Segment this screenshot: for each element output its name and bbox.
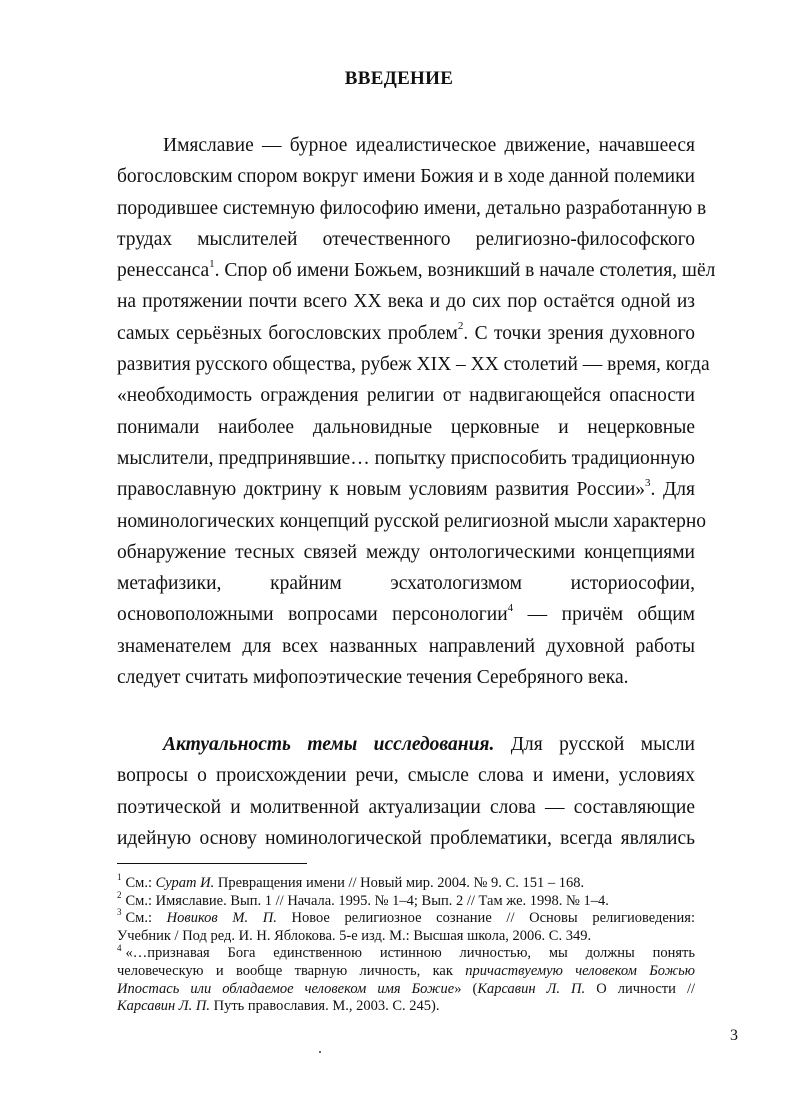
- text-line: идейную основу номинологической проблематики, всегда являлись: [117, 827, 695, 849]
- text-fragment: О личности //: [585, 980, 695, 997]
- text-fragment: См.:: [125, 910, 167, 927]
- text-line: номинологических концепций русской религиозной мысли характерно: [117, 510, 707, 532]
- page-title: ВВЕДЕНИЕ: [344, 68, 454, 89]
- text-fragment: См.:: [125, 875, 156, 891]
- text-fragment: ренессанса: [117, 260, 210, 282]
- footnote-number: 3: [117, 907, 122, 918]
- footnote-divider: [117, 863, 307, 864]
- text-line: вопросы о происхождении речи, смысле слова и имени, условиях: [117, 765, 695, 787]
- text-line: породившее системную философию имени, детально разработанную в: [117, 197, 707, 219]
- text-fragment: Для русской мысли: [494, 734, 695, 755]
- footnote-ref-3: 3: [645, 476, 651, 489]
- text-line: следует считать мифопоэтические течения Серебряного века.: [117, 667, 629, 689]
- text-line: мыслители, предпринявшие… попытку приспособить традиционную: [117, 447, 695, 469]
- footnote-3-cont: Учебник / Под ред. И. Н. Яблокова. 5-е изд. М.: Высшая школа, 2006. С. 349.: [117, 927, 592, 944]
- text-line: богословским спором вокруг имени Божия и в ходе данной полемики: [117, 166, 695, 188]
- footnote-2: [117, 889, 695, 911]
- text-fragment: Новое религиозное сознание // Основы религиоведения:: [276, 910, 695, 927]
- footnote-number: 1: [117, 872, 122, 883]
- text-line: «необходимость ограждения религии от надвигающейся опасности: [117, 385, 695, 407]
- footnotes: [117, 872, 695, 1016]
- relevance-paragraph: [117, 729, 695, 854]
- text-fragment: «…признавая Бога единственною истинною личностью, мы должны понять: [125, 945, 695, 962]
- text-fragment: . С точки зрения духовного: [463, 322, 696, 344]
- text-fragment: Путь православия. М., 2003. С. 245).: [209, 998, 440, 1015]
- page-number: 3: [730, 1027, 738, 1044]
- footnote-4-cont: [117, 981, 695, 999]
- footnote-4-cont: [117, 963, 695, 981]
- footnote-1: [117, 872, 695, 893]
- text-line: метафизики, крайним эсхатологизмом историософии,: [117, 573, 695, 595]
- footnote-4: [117, 942, 695, 963]
- footnote-3: [117, 907, 695, 928]
- text-line: трудах мыслителей отечественного религиозно-философского: [117, 228, 695, 250]
- footnote-ref-4: 4: [507, 601, 514, 614]
- text-fragment: . Спор об имени Божьем, возникший в начале столетия, шёл: [214, 260, 716, 282]
- text-line: Имяславие — бурное идеалистическое движение, начавшееся: [163, 135, 695, 156]
- text-fragment: . Для: [650, 479, 695, 501]
- text-fragment: — причём общим: [513, 604, 696, 626]
- intro-paragraph: [117, 130, 716, 693]
- footnote-author: Сурат И.: [155, 875, 215, 891]
- text-fragment: Ипостась или обладаемое человеком имя Божие: [117, 980, 455, 997]
- footnote-number: 4: [117, 942, 122, 953]
- text-fragment: причаствуемую человеком Божью: [465, 962, 695, 979]
- text-line: [117, 255, 716, 286]
- text-line: [117, 599, 695, 630]
- footnote-number: 2: [117, 889, 122, 900]
- footnote-author: Новиков М. П.: [166, 910, 277, 927]
- text-line: [117, 729, 695, 760]
- text-line: развития русского общества, рубеж XIX – XX столетий — время, когда: [117, 354, 710, 376]
- footnote-ref-2: 2: [457, 320, 464, 333]
- text-line: понимали наиболее дальновидные церковные и нецерковные: [117, 416, 695, 438]
- footnote-author: Карсавин Л. П.: [117, 998, 210, 1015]
- relevance-heading: Актуальность темы исследования.: [163, 734, 495, 755]
- text-fragment: православную доктрину к новым условиям развития России»: [117, 479, 646, 501]
- text-fragment: » (: [454, 980, 478, 997]
- text-fragment: Превращения имени // Новый мир. 2004. № 9. С. 151 – 168.: [214, 875, 585, 891]
- footnote-4-cont: [117, 998, 695, 1016]
- scan-speck: [319, 1051, 321, 1053]
- text-line: [117, 474, 695, 505]
- text-line: [117, 318, 695, 349]
- text-line: поэтической и молитвенной актуализации слова — составляющие: [117, 796, 695, 818]
- footnote-author: Карсавин Л. П.: [477, 980, 586, 997]
- text-line: знаменателем для всех названных направлений духовной работы: [117, 635, 695, 657]
- text-line: обнаружение тесных связей между онтологическими концепциями: [117, 541, 695, 563]
- text-fragment: основоположными вопросами персонологии: [117, 604, 508, 626]
- footnote-ref-1: 1: [209, 257, 215, 270]
- text-fragment: самых серьёзных богословских проблем: [117, 322, 458, 344]
- text-line: на протяжении почти всего XX века и до сих пор остаётся одной из: [117, 291, 695, 313]
- text-fragment: человеческую и вообще тварную личность, как: [117, 962, 466, 979]
- text-fragment: См.: Имяславие. Вып. 1 // Начала. 1995. № 1–4; Вып. 2 // Там же. 1998. № 1–4.: [125, 892, 609, 909]
